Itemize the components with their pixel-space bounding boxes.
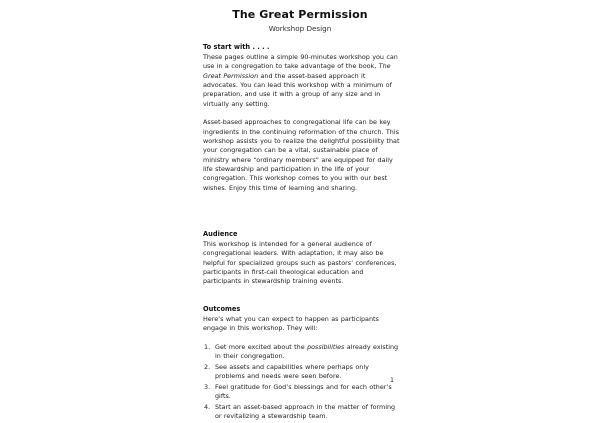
page-subtitle: Workshop Design	[268, 24, 332, 33]
section-outcomes	[203, 305, 401, 422]
paragraph-intro-p1	[203, 53, 401, 109]
text-run: Here’s what you can expect to happen as participants engage in this workshop. They will:	[203, 314, 379, 332]
paragraph-outcomes-p1	[203, 315, 401, 334]
document-title-block	[0, 8, 600, 34]
text-run: and the asset-based approach it advocates. You can lead this workshop with a minimum of preparation, and use it with a group of any size and in virtually any setting.	[203, 71, 392, 108]
paragraph-audience-p1	[203, 240, 401, 287]
page-title: The Great Permission	[232, 8, 368, 21]
text-run: See assets and capabilities where perhaps only problems and needs were seen before.	[215, 362, 369, 380]
section-audience	[203, 230, 401, 287]
text-run: Start an asset-based approach in the matter of forming or revitalizing a stewardship team.	[215, 402, 396, 421]
italic-text-run: The Great Permission	[203, 62, 391, 80]
text-run: Asset-based approaches to congregational life can be key ingredients in the continuing reformation of the church. This workshop assists you to realize the delightful possibility that your congregation can be a vital, sustainable place of ministry where “ordinary members” are equipped for daily life stewardship and participation in the life of your congregation. This workshop comes to you with our best wishes. Enjoy this time of learning and sharing.	[203, 118, 400, 192]
text-run: already existing in their congregation.	[215, 342, 399, 360]
text-run: Get more excited about the	[215, 342, 308, 351]
paragraph-intro-p2	[203, 118, 401, 193]
section-heading-to-start-with: To start with . . . .	[203, 43, 270, 51]
text-run: Feel gratitude for God’s blessings and for each other’s gifts.	[215, 382, 392, 401]
section-heading-audience: Audience	[203, 230, 238, 239]
list-item	[203, 343, 401, 362]
text-run: This workshop is intended for a general audience of congregational leaders. With adaptation, it may also be helpful for specialized groups such as pastors’ conferences, participants in first-call theological education and participants in stewardship training events.	[203, 239, 397, 286]
list-item	[203, 363, 401, 382]
outcomes-list	[203, 343, 401, 422]
text-run: These pages outline a simple 90-minutes workshop you can use in a congregation to take advantage of the book,	[203, 52, 398, 71]
section-heading-outcomes: Outcomes	[203, 304, 241, 313]
list-item	[203, 403, 401, 422]
italic-text-run: possibilities	[307, 342, 345, 351]
list-item	[203, 383, 401, 402]
section-to-start-with	[203, 43, 401, 193]
page-number: 1	[389, 377, 394, 384]
document-body-column	[203, 43, 401, 423]
